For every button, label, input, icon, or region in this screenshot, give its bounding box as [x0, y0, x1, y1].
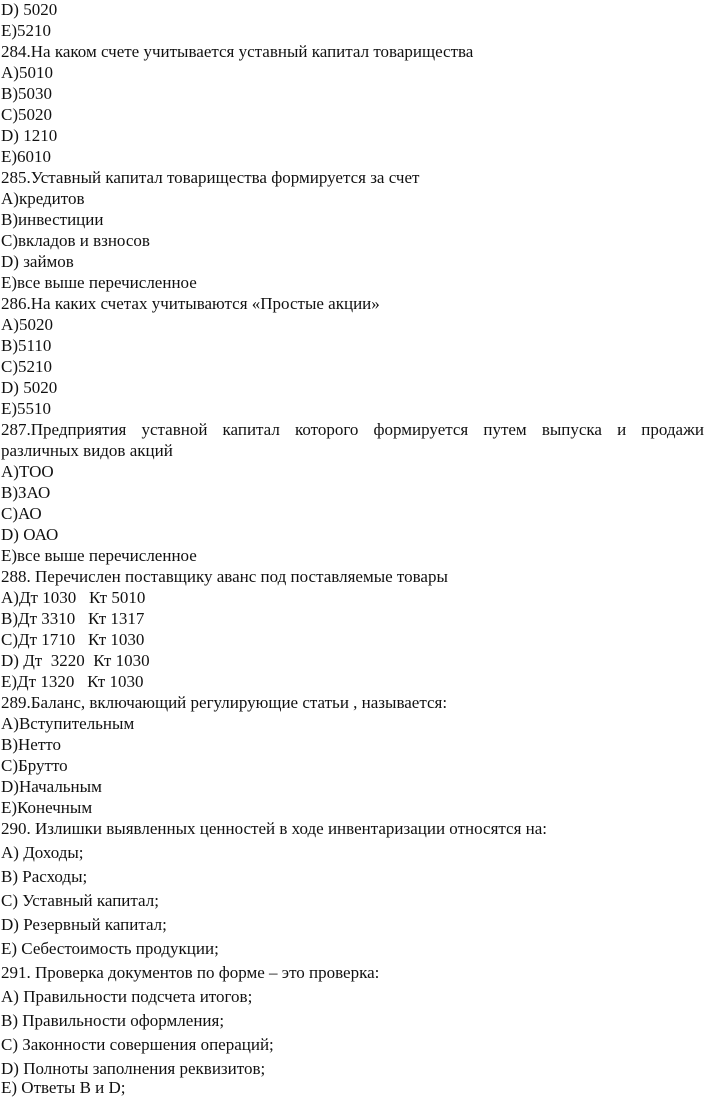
option-line: E) Себестоимость продукции; — [1, 939, 219, 958]
option-line: E)все выше перечисленное — [1, 546, 197, 565]
question-line-continuation: различных видов акций — [1, 441, 173, 460]
option-line: A)Дт 1030 Кт 5010 — [1, 588, 146, 607]
option-line: D) Дт 3220 Кт 1030 — [1, 651, 150, 670]
option-line: B)Дт 3310 Кт 1317 — [1, 609, 145, 628]
question-line: 288. Перечислен поставщику аванс под поставляемые товары — [1, 567, 448, 586]
option-line: A) Правильности подсчета итогов; — [1, 987, 253, 1006]
question-line: 285.Уставный капитал товарищества формируется за счет — [1, 168, 420, 187]
option-line: C)вкладов и взносов — [1, 231, 150, 250]
question-line: 289.Баланс, включающий регулирующие статьи , называется: — [1, 693, 448, 712]
option-line: B)ЗАО — [1, 483, 51, 502]
option-line: E)Конечным — [1, 798, 93, 817]
option-line: D) 5020 — [1, 0, 58, 19]
question-line: 290. Излишки выявленных ценностей в ходе инвентаризации относятся на: — [1, 819, 548, 838]
option-line: D) Полноты заполнения реквизитов; — [1, 1059, 266, 1078]
option-line: A)5020 — [1, 315, 53, 334]
option-line: C) Законности совершения операций; — [1, 1035, 274, 1054]
option-line: E)все выше перечисленное — [1, 273, 197, 292]
option-line: A)5010 — [1, 63, 53, 82]
option-line: A)Вступительным — [1, 714, 135, 733]
option-line: D) 5020 — [1, 378, 58, 397]
option-line: D)Начальным — [1, 777, 102, 796]
option-line: C)5020 — [1, 105, 52, 124]
option-line: C)АО — [1, 504, 42, 523]
option-line: D) ОАО — [1, 525, 59, 544]
option-line: B)Нетто — [1, 735, 61, 754]
option-line: A) Доходы; — [1, 843, 84, 862]
option-line: B) Расходы; — [1, 867, 88, 886]
option-line: D) 1210 — [1, 126, 58, 145]
question-line: 287.Предприятия уставной капитал которого формируется путем выпуска и продажи — [1, 420, 704, 439]
option-line: E) Ответы B и D; — [1, 1078, 126, 1097]
option-line: C)5210 — [1, 357, 52, 376]
question-line: 284.На каком счете учитывается уставный капитал товарищества — [1, 42, 474, 61]
question-line: 286.На каких счетах учитываются «Простые акции» — [1, 294, 380, 313]
option-line: D) займов — [1, 252, 74, 271]
option-line: A)ТОО — [1, 462, 54, 481]
option-line: B)5110 — [1, 336, 52, 355]
option-line: C) Уставный капитал; — [1, 891, 159, 910]
question-line: 291. Проверка документов по форме – это проверка: — [1, 963, 380, 982]
option-line: C)Брутто — [1, 756, 68, 775]
option-line: E)5510 — [1, 399, 52, 418]
option-line: B) Правильности оформления; — [1, 1011, 225, 1030]
option-line: E)6010 — [1, 147, 52, 166]
option-line: E)5210 — [1, 21, 52, 40]
option-line: C)Дт 1710 Кт 1030 — [1, 630, 145, 649]
option-line: D) Резервный капитал; — [1, 915, 167, 934]
option-line: E)Дт 1320 Кт 1030 — [1, 672, 144, 691]
option-line: A)кредитов — [1, 189, 85, 208]
option-line: B)5030 — [1, 84, 52, 103]
option-line: B)инвестиции — [1, 210, 104, 229]
